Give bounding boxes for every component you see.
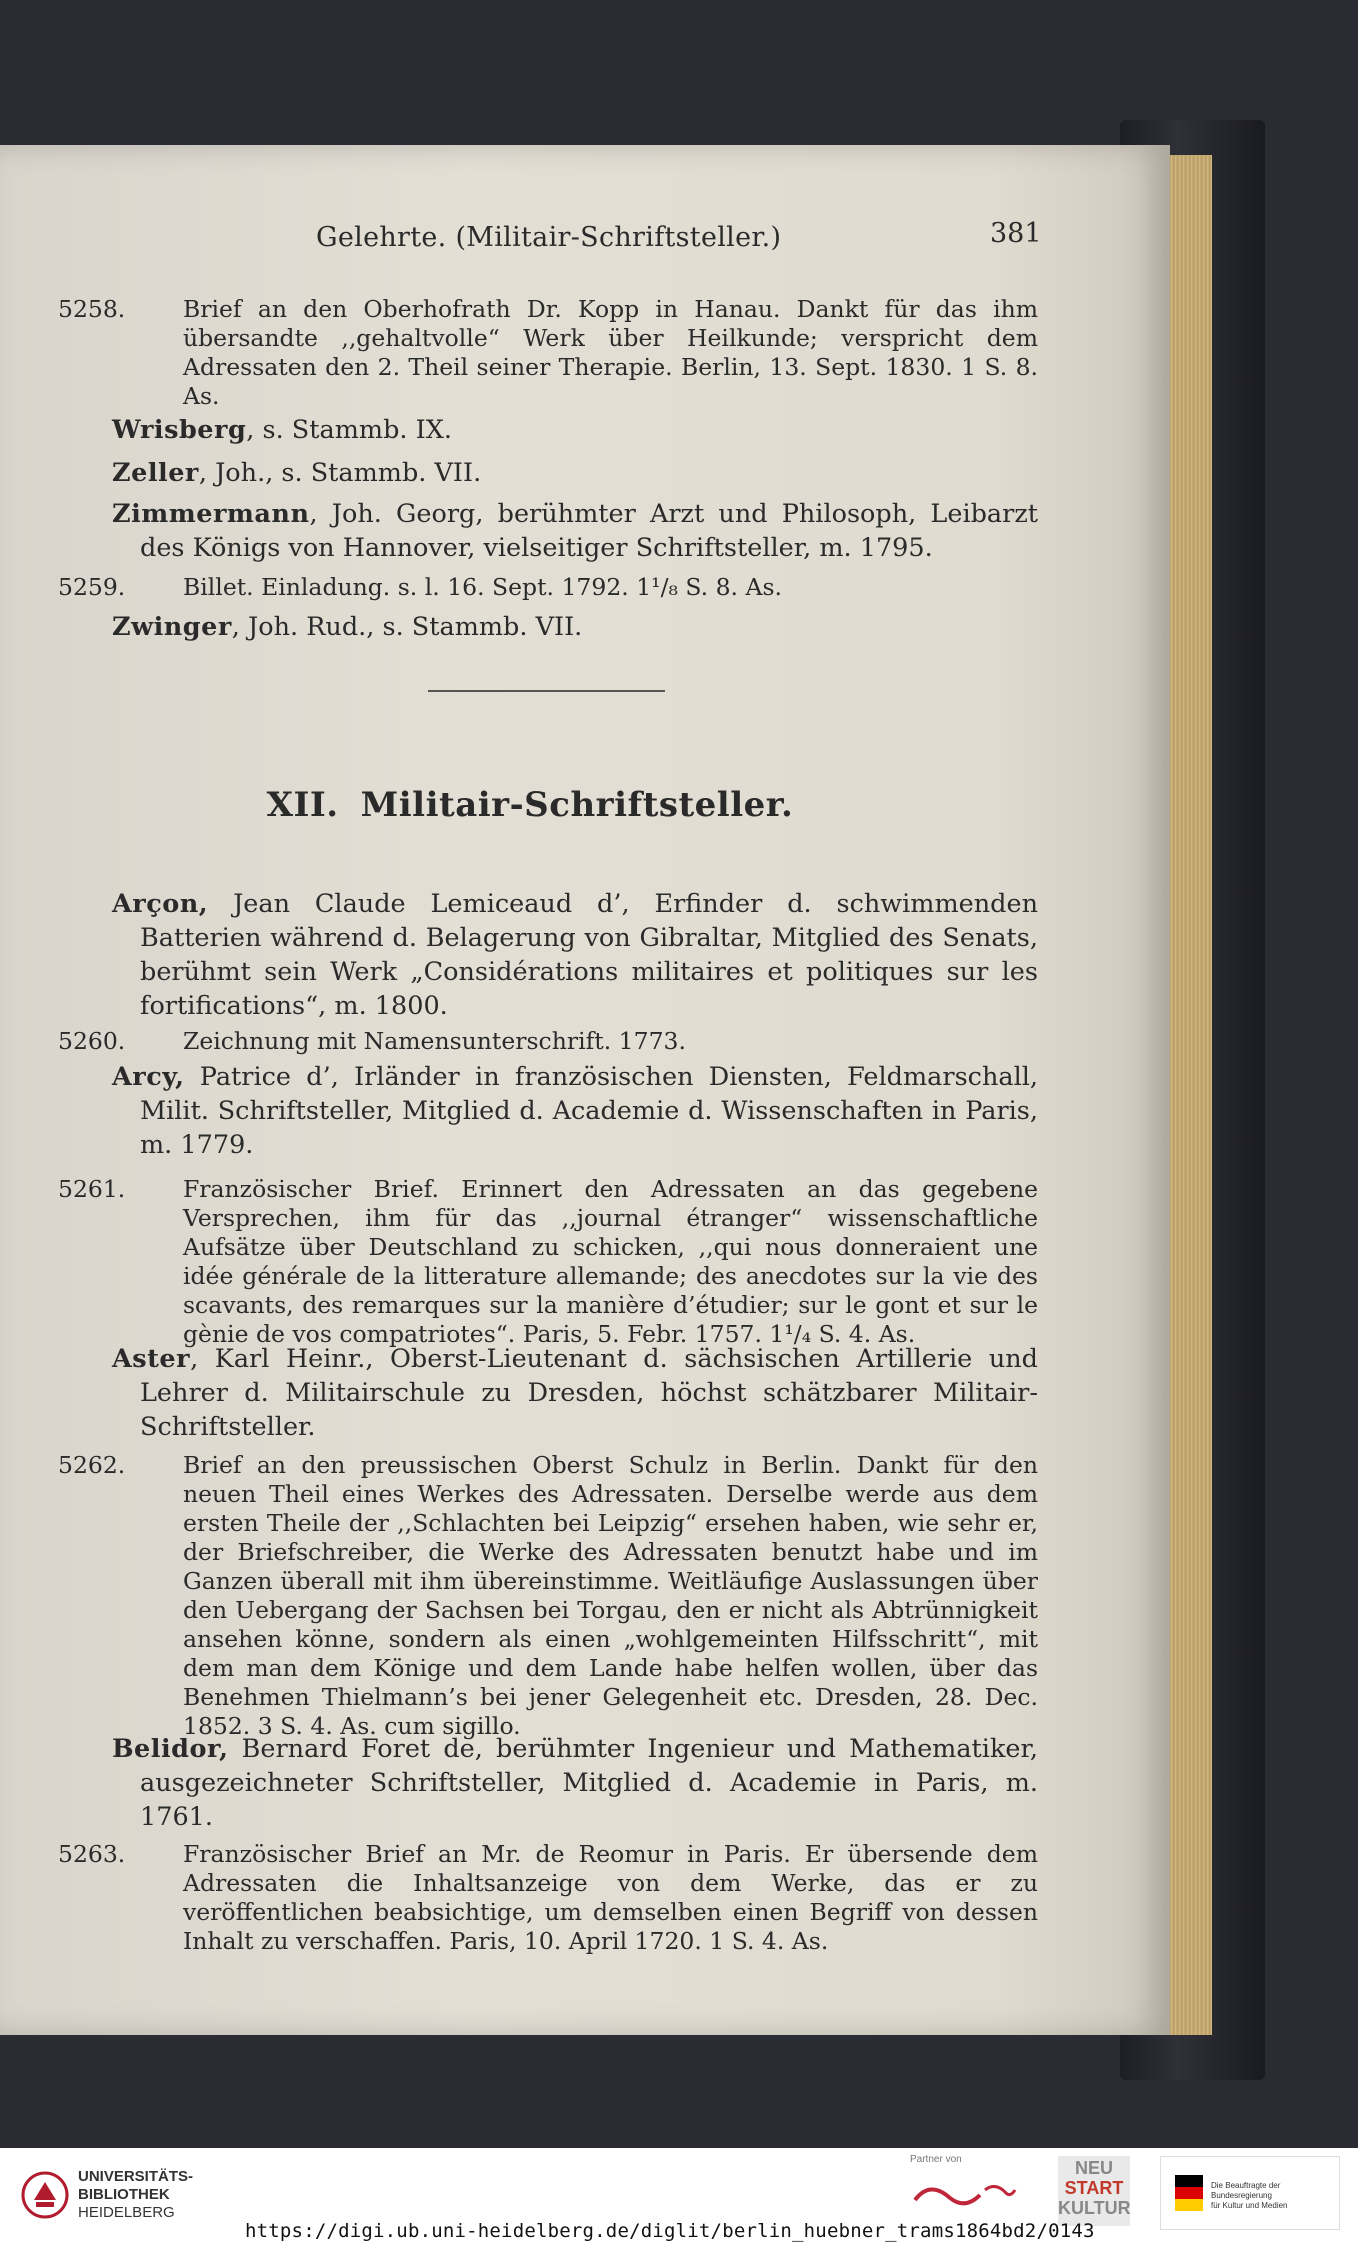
entry-number: 5258. — [58, 295, 126, 323]
person-name: Wrisberg — [112, 415, 247, 445]
person-name: Zeller — [112, 458, 199, 488]
person-desc: , s. Stammb. IX. — [246, 415, 452, 445]
entry-number: 5261. — [58, 1175, 126, 1203]
entry-5259 — [58, 573, 1038, 602]
person-belidor — [112, 1732, 1038, 1834]
person-desc: , Joh. Rud., s. Stammb. VII. — [231, 612, 583, 642]
university-library-logo[interactable] — [20, 2170, 70, 2220]
neustart-kultur-logo[interactable] — [1058, 2156, 1130, 2226]
entry-5260 — [58, 1027, 1038, 1056]
person-desc: , Karl Heinr., Oberst-Lieutenant d. sächsischen Artillerie und Lehrer d. Militairschule zu Dresden, höchst schätzbarer Militair-Schriftsteller. — [140, 1344, 1038, 1442]
person-name: Zimmermann — [112, 499, 310, 529]
neustart-line-3: KULTUR — [1058, 2198, 1131, 2218]
neustart-line-2: START — [1064, 2178, 1124, 2198]
entry-number: 5260. — [58, 1027, 126, 1055]
section-divider — [428, 690, 665, 692]
person-name: Arcy, — [112, 1062, 185, 1092]
partner-logo-icon[interactable] — [910, 2170, 1020, 2220]
person-zimmermann — [112, 497, 1038, 565]
federal-government-logo[interactable] — [1160, 2156, 1340, 2230]
entry-5263 — [58, 1840, 1038, 1956]
entry-number: 5259. — [58, 573, 126, 601]
entry-5262 — [58, 1451, 1038, 1741]
person-desc: , Joh. Georg, berühmter Arzt und Philosoph, Leibarzt des Königs von Hannover, vielseitiger Schriftsteller, m. 1795. — [140, 499, 1038, 563]
library-line-2: BIBLIOTHEK — [78, 2186, 170, 2203]
running-head: Gelehrte. (Militair-Schriftsteller.) — [316, 222, 782, 253]
person-name: Zwinger — [112, 612, 232, 642]
person-zeller — [112, 456, 1038, 490]
entry-5258 — [58, 295, 1038, 411]
entry-text: Französischer Brief an Mr. de Reomur in Paris. Er übersende dem Adressaten die Inhaltsanzeige von dem Werke, das er zu veröffentlichen beabsichtige, um demselben einen Begriff von dessen Inhalt zu verschaffen. Paris, 10. April 1720. 1 S. 4. As. — [183, 1840, 1038, 1955]
person-wrisberg — [112, 413, 1038, 447]
person-name: Belidor, — [112, 1734, 229, 1764]
person-desc: Patrice d’, Irländer in französischen Diensten, Feldmarschall, Milit. Schriftsteller, Mitglied d. Academie d. Wissenschaften in Paris, m. 1779. — [140, 1062, 1038, 1160]
person-desc: Jean Claude Lemiceaud d’, Erfinder d. schwimmenden Batterien während d. Belagerung von Gibraltar, Mitglied des Senats, berühmt sein Werk „Considérations militaires et politiques sur les fortifications“, m. 1800. — [140, 889, 1038, 1021]
entry-text: Brief an den Oberhofrath Dr. Kopp in Hanau. Dankt für das ihm übersandte ,,gehaltvolle“ Werk über Heilkunde; verspricht dem Adressaten den 2. Theil seiner Therapie. Berlin, 13. Sept. 1830. 1 S. 8. As. — [183, 295, 1038, 410]
entry-5261 — [58, 1175, 1038, 1349]
entry-text: Brief an den preussischen Oberst Schulz in Berlin. Dankt für den neuen Theil eines Werkes des Adressaten. Derselbe werde aus dem ersten Theile der ,,Schlachten bei Leipzig“ ersehen haben, wie sehr er, der Briefschreiber, die Werke des Adressaten benutzt habe und im Ganzen überall mit ihm übereinstimme. Weitläufige Auslassungen über den Uebergang der Sachsen bei Torgau, den er nicht als Abtrünnigkeit ansehen könne, sondern als einen „wohlgemeinten Hilfsschritt“, mit dem man dem Könige und dem Lande habe helfen wollen, über das Benehmen Thielmann’s bei jener Gelegenheit etc. Dresden, 28. Dec. 1852. 3 S. 4. As. cum sigillo. — [183, 1451, 1038, 1740]
bund-line-2: für Kultur und Medien — [1211, 2201, 1288, 2210]
person-arcy — [112, 1060, 1038, 1162]
person-desc: , Joh., s. Stammb. VII. — [198, 458, 482, 488]
neustart-line-1: NEU — [1074, 2158, 1113, 2178]
entry-number: 5262. — [58, 1451, 126, 1479]
library-line-3: HEIDELBERG — [78, 2204, 175, 2221]
page-url[interactable]: https://digi.ub.uni-heidelberg.de/diglit/berlin_huebner_trams1864bd2/0143 — [245, 2220, 1095, 2242]
entry-number: 5263. — [58, 1840, 126, 1868]
person-desc: Bernard Foret de, berühmter Ingenieur und Mathematiker, ausgezeichneter Schriftsteller, Mitglied d. Academie in Paris, m. 1761. — [140, 1734, 1038, 1832]
university-library-name — [78, 2168, 193, 2222]
person-name: Aster — [112, 1344, 191, 1374]
person-aster — [112, 1342, 1038, 1444]
library-line-1: UNIVERSITÄTS- — [78, 2168, 194, 2185]
bund-line-1: Die Beauftragte der Bundesregierung — [1211, 2181, 1281, 2200]
person-zwinger — [112, 610, 1038, 644]
section-heading: Militair-Schriftsteller. — [360, 785, 794, 825]
partner-label: Partner von — [910, 2154, 962, 2165]
person-arcon — [112, 887, 1038, 1023]
entry-text: Billet. Einladung. s. l. 16. Sept. 1792. 1¹/₈ S. 8. As. — [183, 573, 782, 601]
footer-bar — [0, 2148, 1358, 2245]
section-title — [0, 785, 1060, 825]
section-number: XII. — [266, 785, 339, 825]
book-page — [0, 145, 1170, 2035]
page-number: 381 — [990, 218, 1042, 249]
person-name: Arçon, — [112, 889, 209, 919]
entry-text: Französischer Brief. Erinnert den Adressaten an das gegebene Versprechen, ihm für das ,,journal étranger“ wissenschaftliche Aufsätze über Deutschland zu schicken, ,,qui nous donneraient une idée générale de la litterature allemande; des anecdotes sur la vie des scavants, des remarques sur la manière d’étudier; sur le gont et sur le gènie de vos compatriotes“. Paris, 5. Febr. 1757. 1¹/₄ S. 4. As. — [183, 1175, 1038, 1348]
entry-text: Zeichnung mit Namensunterschrift. 1773. — [183, 1027, 686, 1055]
